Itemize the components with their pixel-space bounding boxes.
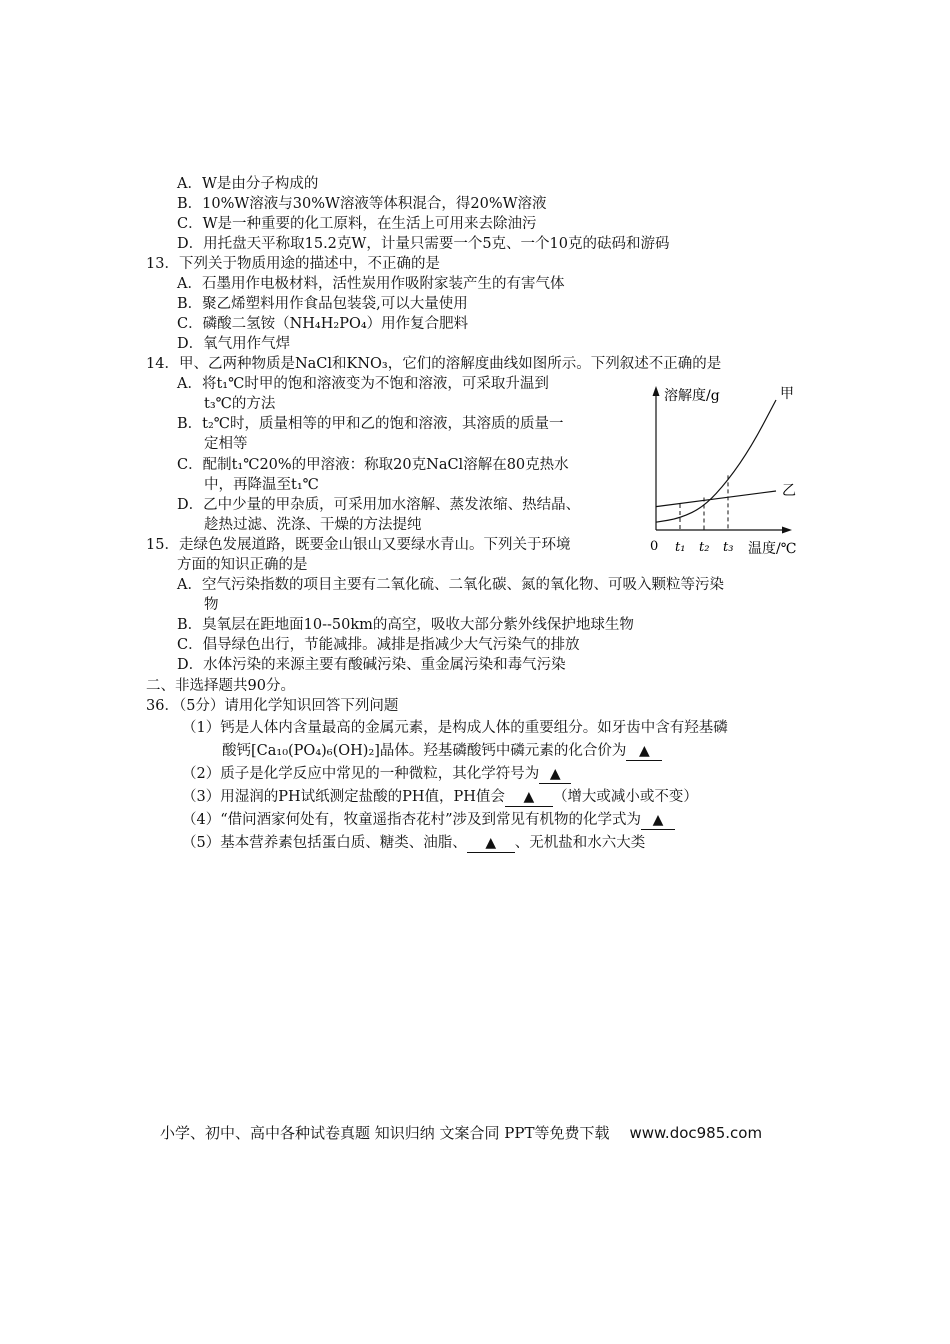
q36-part4-text: （4）“借问酒家何处有，牧童遥指杏花村”涉及到常见有机物的化学式为 xyxy=(182,812,642,828)
q36-part2-text: （2）质子是化学反应中常见的一种微粒，其化学符号为 xyxy=(182,766,540,782)
q15-option-c: C．倡导绿色出行，节能减排。减排是指减少大气污染气的排放 xyxy=(177,637,580,653)
origin-label: 0 xyxy=(650,539,659,554)
footer-text: 小学、初中、高中各种试卷真题 知识归纳 文案合同 PPT等免费下载 xyxy=(160,1124,610,1142)
q15-option-d: D．水体污染的来源主要有酸碱污染、重金属污染和毒气污染 xyxy=(177,657,566,673)
q13-option-a: A．石墨用作电极材料，活性炭用作吸附家装产生的有害气体 xyxy=(177,276,565,292)
page-footer xyxy=(160,1122,762,1143)
triangle-marker-icon: ▲ xyxy=(549,766,561,782)
q36-part5 xyxy=(182,833,645,853)
q15-stem: 15．走绿色发展道路，既要金山银山又要绿水青山。下列关于环境 xyxy=(146,537,571,553)
series-label-1: 甲 xyxy=(780,386,794,402)
q13-option-c: C．磷酸二氢铵（NH₄H₂PO₄）用作复合肥料 xyxy=(177,316,469,332)
q12-option-c: C．W是一种重要的化工原料，在生活上可用来去除油污 xyxy=(177,216,537,232)
q14-option-a-cont: t₃℃的方法 xyxy=(204,396,276,412)
x-axis-label: 温度/℃ xyxy=(748,541,797,557)
q15-option-b: B．臭氧层在距地面10--50km的高空，吸收大部分紫外线保护地球生物 xyxy=(177,617,634,633)
q14-stem: 14．甲、乙两种物质是NaCl和KNO₃，它们的溶解度曲线如图所示。下列叙述不正确的是 xyxy=(146,356,722,372)
q36-part3-text: （3）用湿润的PH试纸测定盐酸的PH值，PH值会 xyxy=(182,789,505,805)
q36-part5-text: （5）基本营养素包括蛋白质、糖类、油脂、 xyxy=(182,835,467,851)
answer-blank-2[interactable] xyxy=(539,766,571,784)
q13-option-b: B．聚乙烯塑料用作食品包装袋,可以大量使用 xyxy=(177,296,468,312)
x-axis-arrow xyxy=(782,527,792,534)
chart-ticks xyxy=(675,540,733,555)
answer-blank-3[interactable] xyxy=(505,789,553,807)
x-tick-label-3: t₃ xyxy=(723,540,734,555)
answer-blank-5[interactable] xyxy=(467,835,515,853)
q36-part4 xyxy=(182,810,675,830)
chart-series xyxy=(656,386,796,522)
answer-blank-4[interactable] xyxy=(641,812,675,830)
q12-option-b: B．10%W溶液与30%W溶液等体积混合，得20%W溶液 xyxy=(177,196,547,212)
x-tick-label-2: t₂ xyxy=(699,540,710,555)
q36-part3 xyxy=(182,787,698,807)
q15-option-a: A．空气污染指数的项目主要有二氧化硫、二氧化碳、氮的氧化物、可吸入颗粒等污染 xyxy=(177,577,724,593)
q36-part1-cont xyxy=(222,741,662,761)
q14-option-d-cont: 趁热过滤、洗涤、干燥的方法提纯 xyxy=(204,517,422,533)
triangle-marker-icon: ▲ xyxy=(652,812,664,828)
q15-option-a-cont: 物 xyxy=(204,597,219,613)
y-axis-arrow xyxy=(653,386,660,396)
q36-part1: （1）钙是人体内含量最高的金属元素，是构成人体的重要组分。如牙齿中含有羟基磷 xyxy=(182,720,728,736)
section-heading: 二、非选择题共90分。 xyxy=(146,678,295,694)
q14-option-d: D．乙中少量的甲杂质，可采用加水溶解、蒸发浓缩、热结晶、 xyxy=(177,497,581,513)
q12-option-a: A．W是由分子构成的 xyxy=(177,176,319,192)
q13-option-d: D．氧气用作气焊 xyxy=(177,336,291,352)
q14-option-b-cont: 定相等 xyxy=(204,436,248,452)
q12-option-d: D．用托盘天平称取15.2克W，计量只需要一个5克、一个10克的砝码和游码 xyxy=(177,236,670,252)
q14-option-b: B．t₂℃时，质量相等的甲和乙的饱和溶液，其溶质的质量一 xyxy=(177,416,564,432)
q36-part2 xyxy=(182,764,571,784)
q14-option-c: C．配制t₁℃20%的甲溶液：称取20克NaCl溶解在80克热水 xyxy=(177,457,569,473)
triangle-marker-icon: ▲ xyxy=(639,743,650,759)
solubility-chart xyxy=(640,378,820,562)
triangle-marker-icon: ▲ xyxy=(523,789,535,805)
x-tick-label-1: t₁ xyxy=(675,540,686,555)
y-axis-label: 溶解度/g xyxy=(664,388,720,404)
q36-part3-suffix: （增大或减小或不变） xyxy=(552,789,698,805)
q13-stem: 13．下列关于物质用途的描述中，不正确的是 xyxy=(146,256,440,272)
q15-stem-cont: 方面的知识正确的是 xyxy=(177,557,308,573)
q36-part5-suffix: 、无机盐和水六大类 xyxy=(514,835,646,851)
q14-option-c-cont: 中，再降温至t₁℃ xyxy=(204,477,319,493)
triangle-marker-icon: ▲ xyxy=(485,835,497,851)
q14-option-a: A．将t₁℃时甲的饱和溶液变为不饱和溶液，可采取升温到 xyxy=(177,376,549,392)
q36-stem: 36．（5分）请用化学知识回答下列问题 xyxy=(146,698,399,714)
answer-blank-1[interactable] xyxy=(626,743,662,761)
q36-part1-text: 酸钙[Ca₁₀(PO₄)₆(OH)₂]晶体。羟基磷酸钙中磷元素的化合价为 xyxy=(222,743,627,759)
footer-link[interactable]: www.doc985.com xyxy=(629,1124,763,1142)
series-label-2: 乙 xyxy=(782,483,796,499)
